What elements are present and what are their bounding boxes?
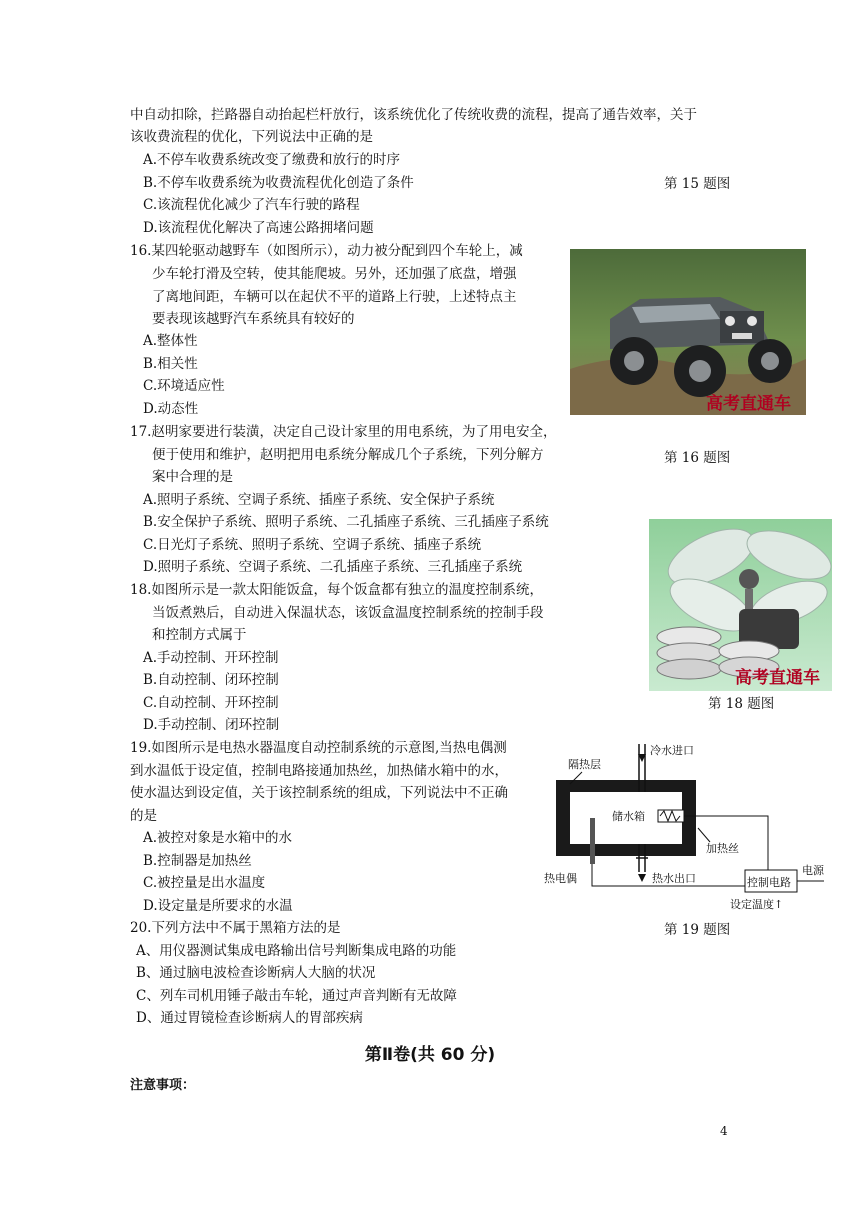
q18-option-c: C.自动控制、开环控制 xyxy=(143,695,279,711)
label-cold-in: 冷水进口 xyxy=(650,744,694,757)
q16-line-2: 少车轮打滑及空转，使其能爬坡。另外，还加强了底盘，增强 xyxy=(152,266,517,282)
q16-option-a: A.整体性 xyxy=(143,333,198,349)
q15-option-b: B.不停车收费系统为收费流程优化创造了条件 xyxy=(143,175,414,191)
label-control: 控制电路 xyxy=(747,876,791,889)
q18-watermark: 高考直通车 xyxy=(735,668,820,688)
label-thermocouple: 热电偶 xyxy=(544,872,577,885)
q17-line-2: 便于使用和维护，赵明把用电系统分解成几个子系统，下列分解方 xyxy=(152,447,544,463)
page-number: 4 xyxy=(720,1124,728,1138)
section-2-title: 第Ⅱ卷(共 60 分) xyxy=(364,1045,496,1065)
label-hot-out: 热水出口 xyxy=(652,872,696,885)
q16-caption: 第 16 题图 xyxy=(664,450,731,466)
q17-option-c: C.日光灯子系统、照明子系统、空调子系统、插座子系统 xyxy=(143,537,482,553)
q19-option-d: D.设定量是所要求的水温 xyxy=(143,898,293,914)
q19-line-4: 的是 xyxy=(130,808,157,824)
q17-option-a: A.照明子系统、空调子系统、插座子系统、安全保护子系统 xyxy=(143,492,495,508)
q18-option-a: A.手动控制、开环控制 xyxy=(143,650,279,666)
label-power: 电源 xyxy=(802,864,824,877)
q16-option-c: C.环境适应性 xyxy=(143,378,225,394)
q20-option-b: B、通过脑电波检查诊断病人大脑的状况 xyxy=(136,965,376,981)
q20-option-d: D、通过胃镜检查诊断病人的胃部疾病 xyxy=(136,1010,363,1026)
label-heater: 加热丝 xyxy=(706,842,739,855)
q16-option-b: B.相关性 xyxy=(143,356,198,372)
q15-option-d: D.该流程优化解决了高速公路拥堵问题 xyxy=(143,220,374,236)
q15-caption: 第 15 题图 xyxy=(664,176,731,192)
q19-caption: 第 19 题图 xyxy=(664,922,731,938)
q18-line-2: 当饭煮熟后，自动进入保温状态，该饭盒温度控制系统的控制手段 xyxy=(152,605,544,621)
q19-line-1: 19.如图所示是电热水器温度自动控制系统的示意图,当热电偶测 xyxy=(130,740,507,756)
q19-option-a: A.被控对象是水箱中的水 xyxy=(143,830,293,846)
q17-option-d: D.照明子系统、空调子系统、二孔插座子系统、三孔插座子系统 xyxy=(143,559,523,575)
q20-option-c: C、列车司机用锤子敲击车轮，通过声音判断有无故障 xyxy=(136,988,457,1004)
q18-caption: 第 18 题图 xyxy=(708,696,775,712)
q19-option-c: C.被控量是出水温度 xyxy=(143,875,266,891)
q18-line-1: 18.如图所示是一款太阳能饭盒，每个饭盒都有独立的温度控制系统， xyxy=(130,582,543,598)
q17-line-3: 案中合理的是 xyxy=(152,469,233,485)
q16-line-4: 要表现该越野汽车系统具有较好的 xyxy=(152,311,355,327)
q15-option-c: C.该流程优化减少了汽车行驶的路程 xyxy=(143,197,360,213)
q16-option-d: D.动态性 xyxy=(143,401,199,417)
q18-line-3: 和控制方式属于 xyxy=(152,627,247,643)
q15-line-2: 该收费流程的优化，下列说法中正确的是 xyxy=(130,129,373,145)
q18-option-d: D.手动控制、闭环控制 xyxy=(143,717,280,733)
q15-line-1: 中自动扣除，拦路器自动抬起栏杆放行，该系统优化了传统收费的流程，提高了通告效率，关于 xyxy=(130,107,697,123)
q18-option-b: B.自动控制、闭环控制 xyxy=(143,672,279,688)
q20-title: 20.下列方法中不属于黑箱方法的是 xyxy=(130,920,341,936)
notice-heading: 注意事项： xyxy=(130,1078,196,1093)
q15-option-a: A.不停车收费系统改变了缴费和放行的时序 xyxy=(143,152,401,168)
q19-line-2: 到水温低于设定值，控制电路接通加热丝，加热储水箱中的水， xyxy=(130,763,508,779)
q17-line-1: 17.赵明家要进行装潢，决定自己设计家里的用电系统，为了用电安全， xyxy=(130,424,557,440)
thermocouple-probe xyxy=(590,818,595,864)
q17-option-b: B.安全保护子系统、照明子系统、二孔插座子系统、三孔插座子系统 xyxy=(143,514,549,530)
q19-option-b: B.控制器是加热丝 xyxy=(143,853,252,869)
offroad-vehicle-figure xyxy=(570,249,806,415)
water-heater-diagram xyxy=(540,740,832,916)
label-insulation: 隔热层 xyxy=(568,758,601,771)
label-setpoint: 设定温度↑ xyxy=(730,898,784,911)
solar-lunchbox-figure xyxy=(649,519,832,691)
q16-line-3: 了离地间距，车辆可以在起伏不平的道路上行驶，上述特点主 xyxy=(152,289,517,305)
q16-watermark: 高考直通车 xyxy=(706,394,791,414)
label-tank: 储水箱 xyxy=(612,810,645,823)
q20-option-a: A、用仪器测试集成电路输出信号判断集成电路的功能 xyxy=(136,943,457,959)
q16-line-1: 16.某四轮驱动越野车（如图所示），动力被分配到四个车轮上，减 xyxy=(130,243,523,259)
q19-line-3: 使水温达到设定值，关于该控制系统的组成，下列说法中不正确 xyxy=(130,785,508,801)
